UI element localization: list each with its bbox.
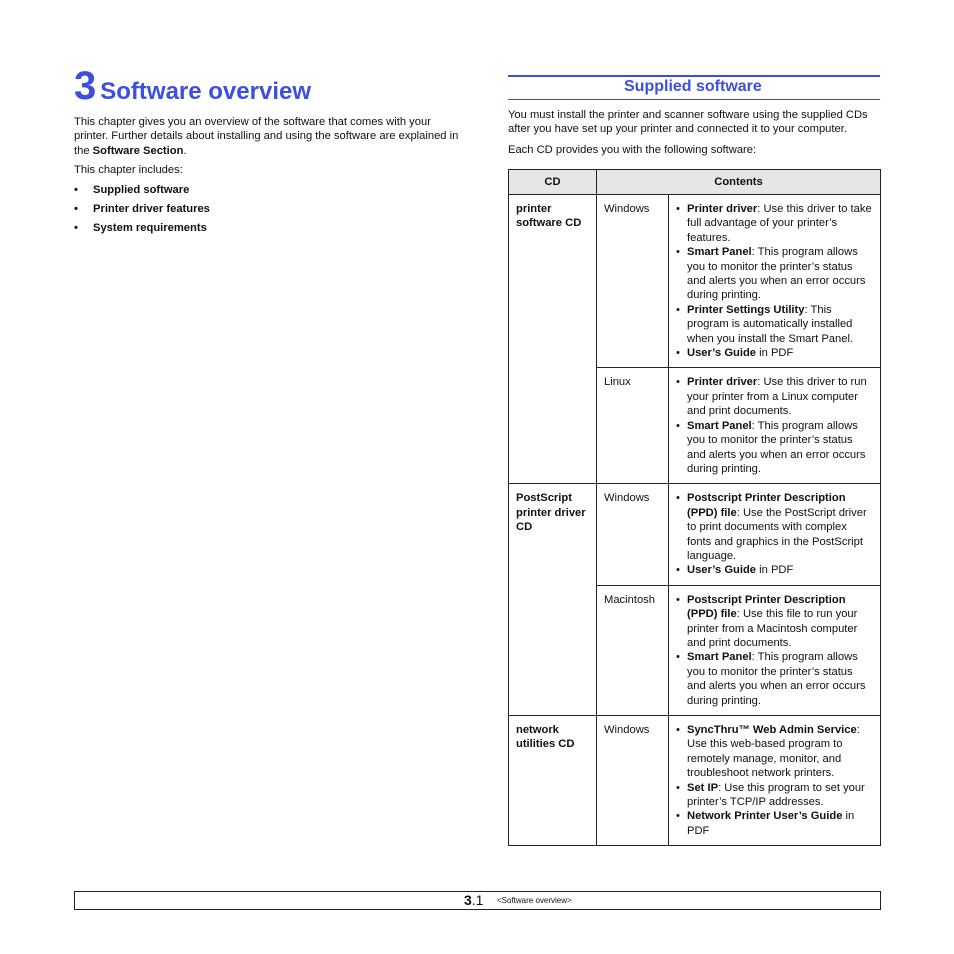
content-item: • Printer driver: Use this driver to take full advantage of your printer’s features. (676, 203, 872, 244)
content-item: • Smart Panel: This program allows you to monitor the printer’s status and alerts you when an error occurs during printing. (676, 419, 866, 475)
chapter-name: Software overview (100, 78, 311, 105)
list-item: • Supplied software (74, 184, 190, 196)
list-item: • System requirements (74, 222, 207, 234)
cd-name-cell: printer software CD (509, 195, 597, 484)
content-item: • SyncThru™ Web Admin Service: Use this web-based program to remotely manage, monitor, and troubleshoot network printers. (676, 724, 860, 780)
contents-cell (669, 368, 881, 484)
section-paragraph-1: You must install the printer and scanner software using the supplied CDs after you have set up your printer and connected it to your computer. (508, 109, 868, 136)
content-item: • Postscript Printer Description (PPD) file: Use this file to run your printer from a Macintosh computer and print documents. (676, 593, 858, 649)
contents-cell (669, 195, 881, 368)
section-heading (508, 75, 880, 100)
includes-label: This chapter includes: (74, 164, 183, 176)
os-cell: Windows (597, 484, 669, 585)
intro-paragraph: This chapter gives you an overview of the software that comes with your printer. Further details about installing and using the software are explained in the Software Section. (74, 116, 459, 157)
table-row (509, 484, 881, 585)
content-item: • Smart Panel: This program allows you to monitor the printer’s status and alerts you when an error occurs during printing. (676, 651, 866, 707)
content-item: • Set IP: Use this program to set your printer’s TCP/IP addresses. (676, 781, 865, 809)
footer-label: <Software overview> (497, 896, 572, 905)
os-cell: Macintosh (597, 585, 669, 715)
table-row (509, 716, 881, 846)
os-cell: Linux (597, 368, 669, 484)
content-item: • Printer Settings Utility: This program is automatically installed when you install the Smart Panel. (676, 303, 854, 345)
section-title: Supplied software (624, 78, 762, 95)
page-footer (74, 891, 881, 910)
content-item: • User’s Guide in PDF (676, 347, 794, 360)
chapter-title (74, 64, 311, 109)
section-paragraph-2: Each CD provides you with the following software: (508, 144, 757, 156)
contents-cell (669, 716, 881, 846)
cd-name-cell: PostScript printer driver CD (509, 484, 597, 716)
list-item: • Printer driver features (74, 203, 210, 215)
chapter-contents-list (74, 183, 210, 240)
intro-bold-term: Software Section (92, 144, 184, 157)
header-cd: CD (509, 170, 597, 195)
contents-cell (669, 484, 881, 585)
cd-name-cell: network utilities CD (509, 716, 597, 846)
page-number: 3.1 (464, 892, 484, 908)
os-cell: Windows (597, 195, 669, 368)
contents-cell (669, 585, 881, 715)
content-item: • Smart Panel: This program allows you to monitor the printer’s status and alerts you when an error occurs during printing. (676, 246, 866, 302)
content-item: • Network Printer User’s Guide in PDF (676, 810, 855, 837)
table-row (509, 195, 881, 368)
content-item: • User’s Guide in PDF (676, 564, 794, 577)
os-cell: Windows (597, 716, 669, 846)
content-item: • Postscript Printer Description (PPD) file: Use the PostScript driver to print documents with complex fonts and graphics in the PostScript language. (676, 492, 867, 562)
header-contents: Contents (597, 170, 881, 195)
software-table (508, 169, 881, 846)
chapter-number: 3 (74, 64, 97, 108)
content-item: • Printer driver: Use this driver to run your printer from a Linux computer and print documents. (676, 376, 867, 418)
